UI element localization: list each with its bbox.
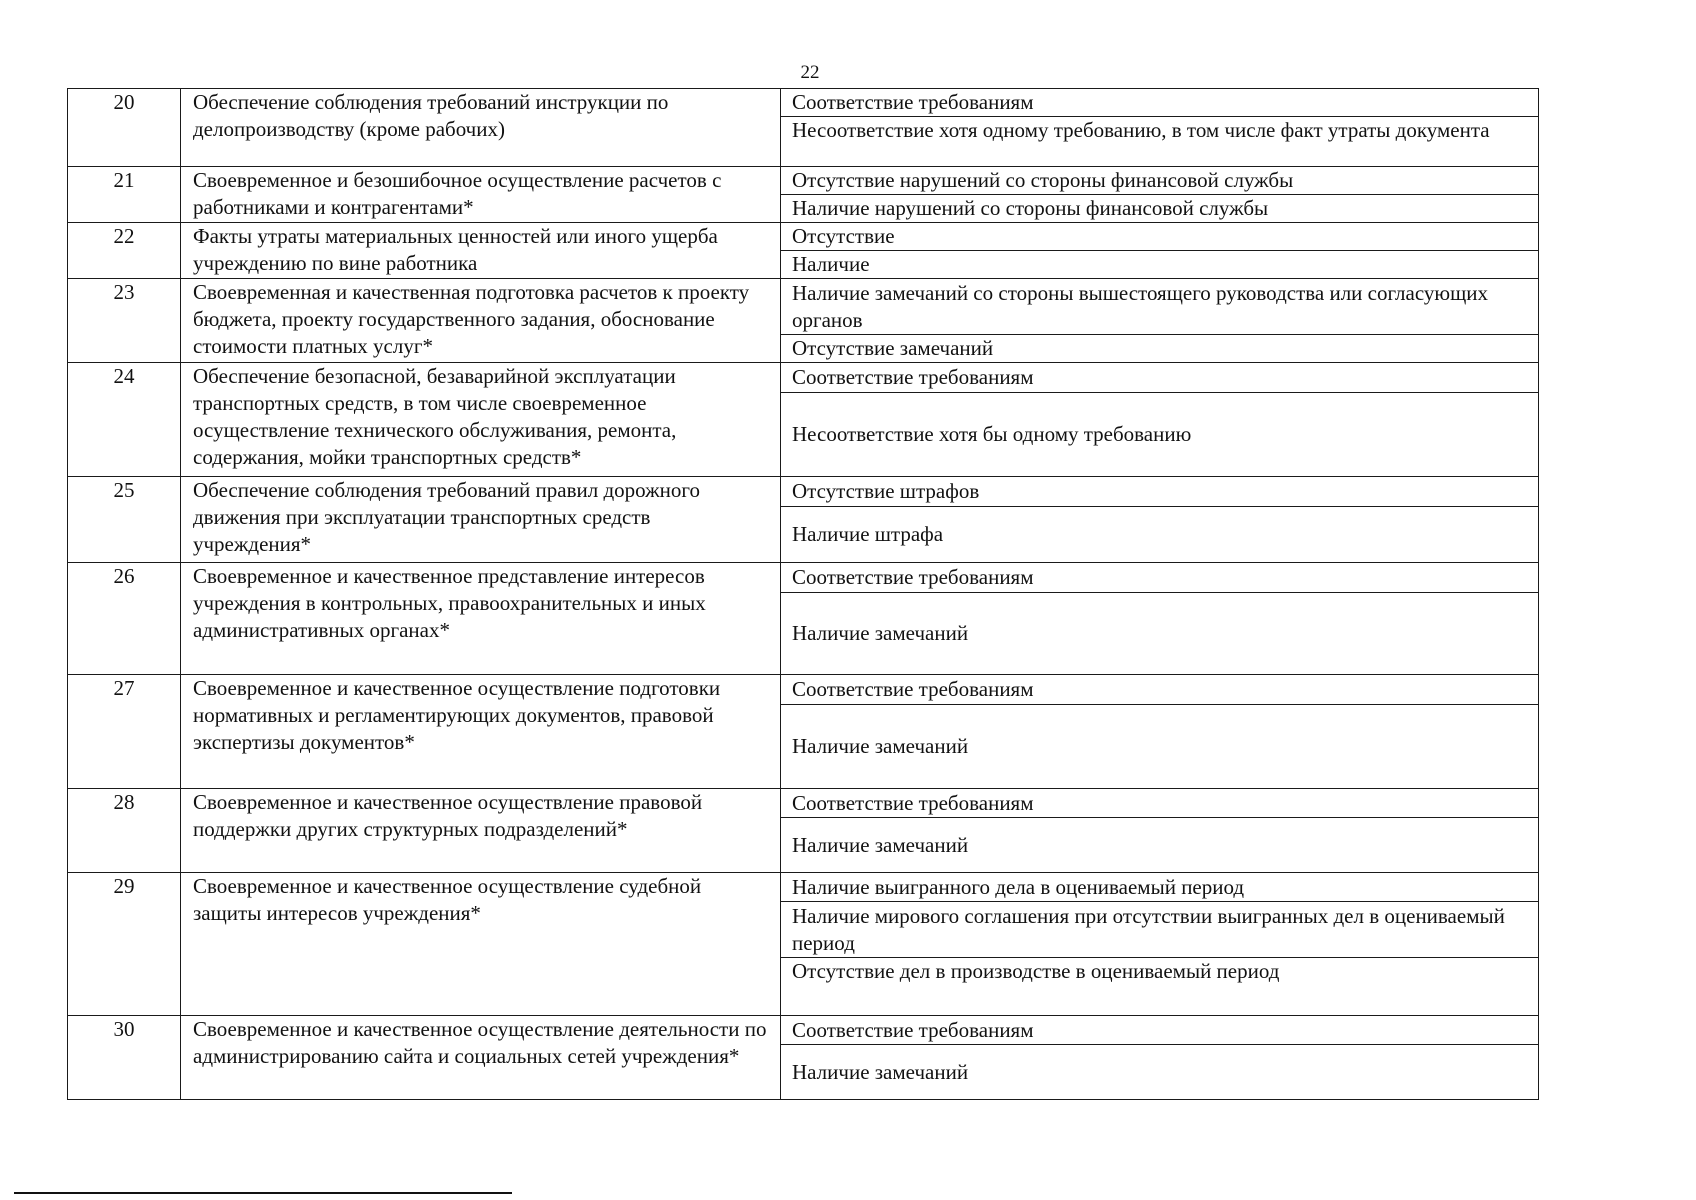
indicator-name: Своевременное и качественное осуществление правовой поддержки других структурных подразделений* bbox=[181, 789, 781, 873]
indicator-name: Своевременная и качественная подготовка расчетов к проекту бюджета, проекту государственного задания, обоснование стоимости платных услуг* bbox=[181, 279, 781, 363]
criterion: Соответствие требованиям bbox=[792, 365, 1034, 389]
criteria-cell bbox=[781, 279, 1539, 363]
criteria-cell bbox=[781, 223, 1539, 279]
criteria-cell bbox=[781, 167, 1539, 223]
criterion: Соответствие требованиям bbox=[792, 790, 1034, 815]
criteria-cell bbox=[781, 363, 1539, 477]
criterion: Отсутствие замечаний bbox=[781, 334, 1538, 362]
row-number: 25 bbox=[68, 477, 181, 563]
criterion: Несоответствие хотя одному требованию, в том числе факт утраты документа bbox=[781, 116, 1538, 166]
criteria-cell bbox=[781, 675, 1539, 789]
criteria-cell bbox=[781, 89, 1539, 167]
criterion: Соответствие требованиям bbox=[792, 1017, 1034, 1042]
table-row bbox=[68, 477, 1539, 563]
row-number: 22 bbox=[68, 223, 181, 279]
criterion: Соответствие требованиям bbox=[792, 677, 1034, 701]
criteria-table bbox=[67, 88, 1539, 1100]
criterion: Отсутствие bbox=[792, 224, 895, 248]
table-row bbox=[68, 89, 1539, 167]
criterion: Наличие замечаний со стороны вышестоящего руководства или согласующих органов bbox=[792, 280, 1488, 332]
criteria-cell bbox=[781, 873, 1539, 1016]
criterion: Наличие нарушений со стороны финансовой службы bbox=[781, 194, 1538, 222]
criterion: Наличие выигранного дела в оцениваемый период bbox=[792, 874, 1245, 899]
table-row bbox=[68, 223, 1539, 279]
row-number: 27 bbox=[68, 675, 181, 789]
row-number: 26 bbox=[68, 563, 181, 675]
row-number: 29 bbox=[68, 873, 181, 1016]
criterion: Наличие штрафа bbox=[781, 506, 1538, 562]
criterion: Наличие мирового соглашения при отсутствии выигранных дел в оцениваемый период bbox=[781, 901, 1538, 957]
criterion: Наличие замечаний bbox=[781, 817, 1538, 872]
footnote-divider bbox=[14, 1192, 512, 1194]
criterion: Наличие замечаний bbox=[781, 1044, 1538, 1099]
criteria-cell bbox=[781, 1016, 1539, 1100]
indicator-name: Обеспечение соблюдения требований правил дорожного движения при эксплуатации транспортных средств учреждения* bbox=[181, 477, 781, 563]
criteria-cell bbox=[781, 477, 1539, 563]
table-row bbox=[68, 789, 1539, 873]
row-number: 23 bbox=[68, 279, 181, 363]
indicator-name: Своевременное и качественное осуществление судебной защиты интересов учреждения* bbox=[181, 873, 781, 1016]
page-number: 22 bbox=[800, 62, 820, 83]
criterion: Несоответствие хотя бы одному требованию bbox=[781, 392, 1538, 476]
criterion: Наличие bbox=[781, 250, 1538, 278]
criteria-cell bbox=[781, 563, 1539, 675]
table-row bbox=[68, 1016, 1539, 1100]
indicator-name: Обеспечение соблюдения требований инструкции по делопроизводству (кроме рабочих) bbox=[181, 89, 781, 167]
row-number: 21 bbox=[68, 167, 181, 223]
criterion: Наличие замечаний bbox=[781, 704, 1538, 788]
row-number: 24 bbox=[68, 363, 181, 477]
table-row bbox=[68, 873, 1539, 1016]
criterion: Отсутствие штрафов bbox=[792, 479, 980, 503]
indicator-name: Своевременное и качественное осуществление подготовки нормативных и регламентирующих документов, правовой экспертизы документов* bbox=[181, 675, 781, 789]
indicator-name: Своевременное и безошибочное осуществление расчетов с работниками и контрагентами* bbox=[181, 167, 781, 223]
row-number: 20 bbox=[68, 89, 181, 167]
indicator-name: Факты утраты материальных ценностей или иного ущерба учреждению по вине работника bbox=[181, 223, 781, 279]
table-row bbox=[68, 279, 1539, 363]
criterion: Соответствие требованиям bbox=[792, 90, 1034, 114]
table-row bbox=[68, 563, 1539, 675]
table-row bbox=[68, 363, 1539, 477]
criterion: Отсутствие дел в производстве в оцениваемый период bbox=[781, 957, 1538, 1015]
indicator-name: Своевременное и качественное представление интересов учреждения в контрольных, правоохранительных и иных административных органах* bbox=[181, 563, 781, 675]
indicator-name: Своевременное и качественное осуществление деятельности по администрированию сайта и социальных сетей учреждения* bbox=[181, 1016, 781, 1100]
row-number: 28 bbox=[68, 789, 181, 873]
row-number: 30 bbox=[68, 1016, 181, 1100]
indicator-name: Обеспечение безопасной, безаварийной эксплуатации транспортных средств, в том числе своевременное осуществление технического обслуживания, ремонта, содержания, мойки транспортных средств* bbox=[181, 363, 781, 477]
criterion: Отсутствие нарушений со стороны финансовой службы bbox=[792, 168, 1294, 192]
criterion: Наличие замечаний bbox=[781, 592, 1538, 674]
table-row bbox=[68, 675, 1539, 789]
criteria-cell bbox=[781, 789, 1539, 873]
criterion: Соответствие требованиям bbox=[792, 565, 1034, 589]
table-row bbox=[68, 167, 1539, 223]
